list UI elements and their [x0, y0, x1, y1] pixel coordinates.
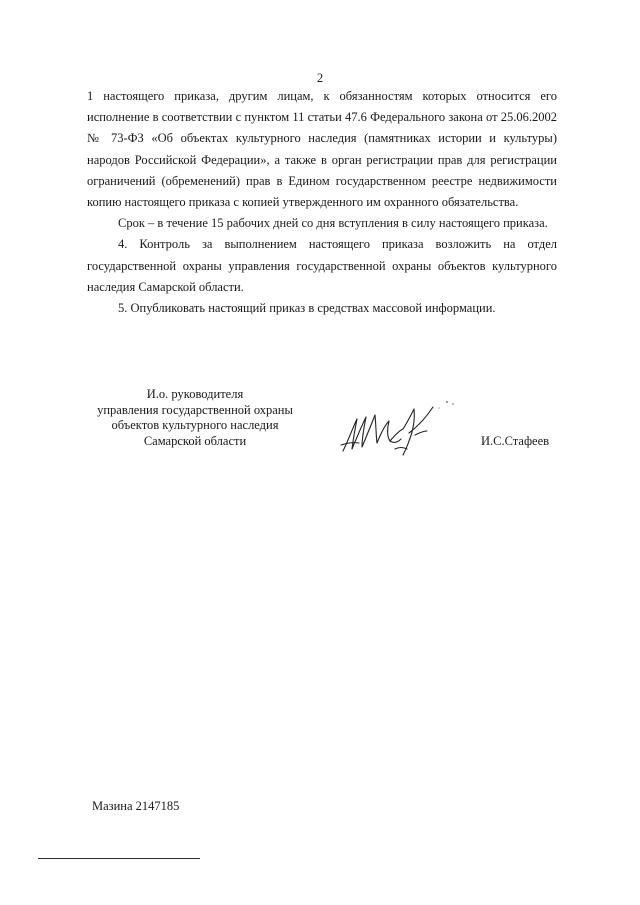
document-body: [87, 86, 557, 319]
handwritten-signature: [335, 393, 455, 463]
signatory-title-line: Самарской области: [143, 433, 247, 448]
signatory-title-line: объектов культурного наследия: [111, 418, 279, 432]
executor-contact: Мазина 2147185: [92, 799, 180, 813]
footer-divider: [38, 858, 200, 859]
paragraph-item-4: 4. Контроль за выполнением настоящего приказа возложить на отдел государственной охраны управления государственной охраны объектов культурного наследия Самарской области.: [87, 237, 557, 294]
signer-name: И.С.Стафеев: [481, 434, 550, 448]
paragraph-continuation: 1 настоящего приказа, другим лицам, к обязанностям которых относится его исполнение в соответствии с пунктом 11 статьи 47.6 Федерального закона от 25.06.2002 № 73-ФЗ «Об объектах культурного наследия (памятниках истории и культуры) народов Российской Федерации», а также в орган регистрации прав для регистрации ограничений (обременений) прав в Едином государственном реестре недвижимости копию настоящего приказа с копией утвержденного им охранного обязательства.: [87, 89, 557, 210]
signatory-title-line: И.о. руководителя: [146, 387, 244, 401]
signatory-title-line: управления государственной охраны: [97, 402, 293, 417]
paragraph-item-5: 5. Опубликовать настоящий приказ в средствах массовой информации.: [118, 301, 496, 316]
signatory-title: [80, 387, 310, 449]
paragraph-deadline: Срок – в течение 15 рабочих дней со дня вступления в силу настоящего приказа.: [118, 216, 548, 231]
page-number: 2: [316, 71, 324, 85]
